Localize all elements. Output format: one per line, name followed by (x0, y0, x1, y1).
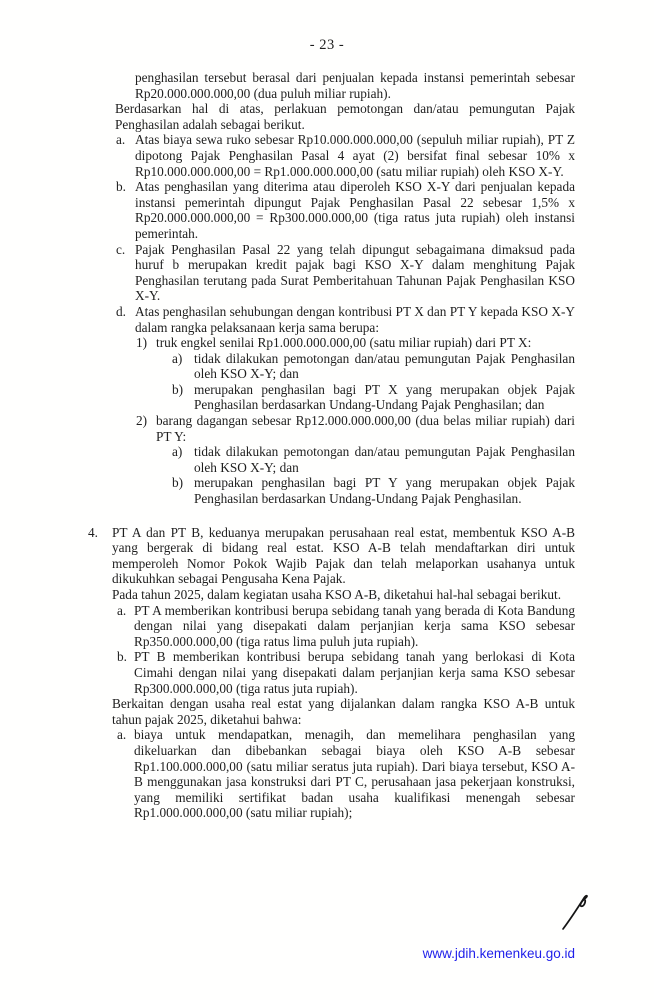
numbered-item-text: PT A dan PT B, keduanya merupakan perusahaan real estat, membentuk KSO A-B yang bergerak di bidang real estat. KSO A-B telah mendaftarkan diri untuk memperoleh Nomor Pokok Wajib Pajak dan telah melaporkan usahanya untuk dikukuhkan sebagai Pengusaha Kena Pajak. (112, 524, 575, 587)
contrib-item-a (117, 603, 575, 650)
list-item-label: b. (116, 179, 126, 195)
list-item-d (116, 304, 575, 335)
paragraph-closing: Berdasarkan hal di atas, perlakuan pemotongan dan/atau pemungutan Pajak Penghasilan adalah sebagai berikut. (115, 101, 575, 132)
list-item-text: Atas penghasilan sehubungan dengan kontribusi PT X dan PT Y kepada KSO X-Y dalam rangka pelaksanaan kerja sama berupa: (135, 303, 575, 335)
list-item-text: merupakan penghasilan bagi PT X yang merupakan objek Pajak Penghasilan berdasarkan Undang-Undang Pajak Penghasilan; dan (194, 381, 575, 413)
paragraph-continuation: penghasilan tersebut berasal dari penjualan kepada instansi pemerintah sebesar Rp20.000.000.000,00 (dua puluh miliar rupiah). (135, 70, 575, 101)
document-body (0, 70, 654, 821)
list-item-c (116, 242, 575, 304)
list-item-label: a. (117, 727, 127, 743)
list-item-a (116, 132, 575, 179)
list-item-text: PT B memberikan kontribusi berupa sebidang tanah yang berlokasi di Kota Cimahi dengan nilai yang disepakati dalam perjanjian kerja sama KSO sebesar Rp300.000.000,00 (tiga ratus juta rupiah). (134, 649, 575, 696)
list-item-text: biaya untuk mendapatkan, menagih, dan memelihara penghasilan yang dikeluarkan dan dibebankan sebagai biaya oleh KSO A-B sebesar Rp1.100.000.000,00 (satu miliar seratus juta rupiah). Dari biaya tersebut, KSO A-B menggunakan jasa konstruksi dari PT C, perusahaan jasa pekerjaan konstruksi, yang memiliki sertifikat badan usaha kualifikasi menengah sebesar Rp1.000.000.000,00 (satu miliar rupiah); (134, 727, 575, 821)
list-item-label: 2) (136, 413, 148, 429)
list-item-text: Pajak Penghasilan Pasal 22 yang telah dipungut sebagaimana dimaksud pada huruf b merupakan kredit pajak bagi KSO X-Y dalam menghitung Pajak Penghasilan terutang pada Surat Pemberitahuan Tahunan Pajak Penghasilan KSO X-Y. (135, 241, 575, 304)
list-item-text: merupakan penghasilan bagi PT Y yang merupakan objek Pajak Penghasilan berdasarkan Undang-Undang Pajak Penghasilan. (194, 475, 575, 507)
list-item-text: Atas biaya sewa ruko sebesar Rp10.000.000.000,00 (sepuluh miliar rupiah), PT Z dipotong Pajak Penghasilan Pasal 4 ayat (2) bersifat final sebesar 10% x Rp10.000.000.000,00 = Rp1.000.000.000,00 (satu miliar rupiah) oleh KSO X-Y. (135, 132, 575, 179)
list-item-b (116, 179, 575, 241)
list-item-d1 (136, 335, 575, 351)
list-item-d2 (136, 413, 575, 444)
list-item-text: truk engkel senilai Rp1.000.000.000,00 (satu miliar rupiah) dari PT X: (156, 335, 532, 351)
list-item-label: a. (116, 132, 126, 148)
list-item-label: b) (172, 475, 184, 491)
list-item-label: 1) (136, 335, 148, 351)
jdih-watermark-link[interactable]: www.jdih.kemenkeu.go.id (422, 946, 575, 961)
list-item-text: barang dagangan sebesar Rp12.000.000.000,00 (dua belas miliar rupiah) dari PT Y: (156, 413, 575, 444)
list-item-label: a) (172, 444, 183, 460)
contrib-item-b (117, 649, 575, 696)
list-item-label: a) (172, 350, 183, 366)
list-item-label: d. (116, 303, 126, 319)
list-item-text: Atas penghasilan yang diterima atau diperoleh KSO X-Y dari penjualan kepada instansi pemerintah dipungut Pajak Penghasilan Pasal 22 sebesar 1,5% x Rp20.000.000.000,00 = Rp300.000.000,00 (tiga ratus juta rupiah) oleh instansi pemerintah. (135, 179, 575, 241)
paragraph-tahun-2025: Pada tahun 2025, dalam kegiatan usaha KSO A-B, diketahui hal-hal sebagai berikut. (112, 587, 562, 602)
numbered-item-label: 4. (88, 524, 98, 540)
list-item-d1b (172, 382, 575, 413)
list-item-d1a (172, 351, 575, 382)
list-item-label: a. (117, 602, 127, 618)
page-number: - 23 - (309, 37, 345, 53)
list-item-d2a (172, 444, 575, 475)
fact-item-a (117, 727, 575, 821)
list-item-text: tidak dilakukan pemotongan dan/atau pemungutan Pajak Penghasilan oleh KSO X-Y; dan (194, 444, 575, 475)
list-item-label: b. (117, 649, 127, 665)
list-item-d2b (172, 475, 575, 506)
numbered-item-4 (88, 525, 575, 587)
list-item-text: tidak dilakukan pemotongan dan/atau pemungutan Pajak Penghasilan oleh KSO X-Y; dan (194, 350, 575, 382)
list-item-text: PT A memberikan kontribusi berupa sebidang tanah yang berada di Kota Bandung dengan nilai yang disepakati dalam perjanjian kerja sama KSO sebesar Rp350.000.000,00 (tiga ratus lima puluh juta rupiah). (134, 602, 575, 649)
handwritten-paraf-icon (560, 892, 598, 932)
list-item-label: c. (116, 241, 126, 257)
paragraph-berkaitan: Berkaitan dengan usaha real estat yang dijalankan dalam rangka KSO A-B untuk tahun pajak 2025, diketahui bahwa: (112, 696, 575, 727)
list-item-label: b) (172, 381, 184, 397)
